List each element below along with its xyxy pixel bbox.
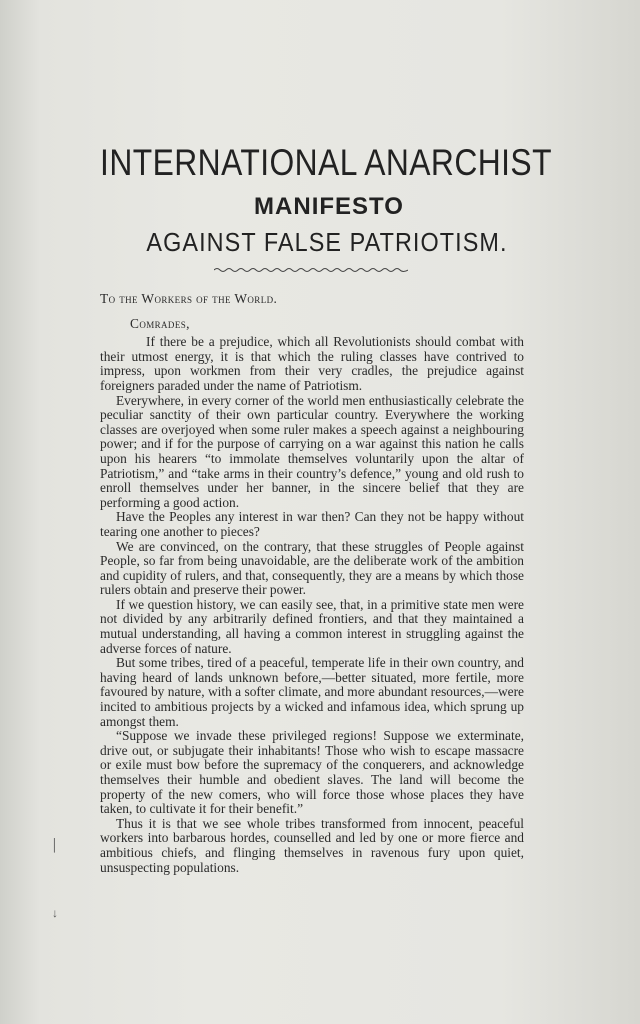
title-block (0, 142, 640, 260)
margin-ink-mark: ↓ (52, 906, 58, 920)
paragraph: Thus it is that we see whole tribes transformed from innocent, peaceful workers into barbarous hordes, counselled and led by one or more fierce and ambitious chiefs, and flinging themselves in ravenous fury upon quiet, unsuspecting populations. (100, 815, 524, 875)
manifesto-text (100, 292, 524, 875)
paragraph: If there be a prejudice, which all Revolutionists should combat with their utmost energy, it is that which the ruling classes have contrived to impress, upon workmen from their very cradles, the prejudice against foreigners paraded under the name of Patriotism. (100, 334, 524, 393)
title-line-3: AGAINST FALSE PATRIOTISM. (146, 227, 508, 257)
greeting: Comrades, (130, 315, 190, 331)
margin-ink-mark: │ (50, 838, 59, 852)
title-line-1: INTERNATIONAL ANARCHIST (100, 142, 552, 183)
salutation: To the Workers of the World. (100, 291, 278, 306)
paragraph: But some tribes, tired of a peaceful, temperate life in their own country, and having heard of lands unknown before,—better situated, more fertile, more favoured by nature, with a softer climate, and more abundant resources,—were incited to ambitious projects by a wicked and infamous idea, which sprung up amongst them. (100, 655, 524, 729)
paragraph: “Suppose we invade these privileged regions! Suppose we exterminate, drive out, or subjugate their inhabitants! Those who wish to escape massacre or exile must bow before the supremacy of the conquerers, and acknowledge themselves their humble and obedient slaves. The land will become the property of the new comers, who will force those whose places they have taken, to cultivate it for their benefit.” (100, 728, 524, 817)
paragraph: We are convinced, on the contrary, that these struggles of People against People, so far from being unavoidable, are the deliberate work of the ambition and cupidity of rulers, and that, consequently, they are a means by which those rulers obtain and preserve their power. (100, 538, 524, 598)
paragraph: Everywhere, in every corner of the world men enthusiastically celebrate the peculiar sanctity of their own particular country. Everywhere the working classes are overjoyed when some ruler makes a speech against a neighbouring power; and if for the purpose of carrying on a war against this nation he calls upon his hearers “to immolate themselves voluntarily upon the altar of Patriotism,” and “take arms in their country’s defence,” young and old rush to enroll themselves under her banner, in the sincere belief that they are performing a good action. (100, 392, 524, 510)
paragraph: If we question history, we can easily see, that, in a primitive state men were not divided by any arbitrarily defined frontiers, and that they maintained a mutual understanding, all having a common interest in struggling against the adverse forces of nature. (100, 596, 524, 656)
title-line-2: MANIFESTO (254, 193, 404, 220)
paragraph: Have the Peoples any interest in war then? Can they not be happy without tearing one another to pieces? (100, 509, 524, 539)
decorative-wavy-rule (214, 266, 408, 274)
